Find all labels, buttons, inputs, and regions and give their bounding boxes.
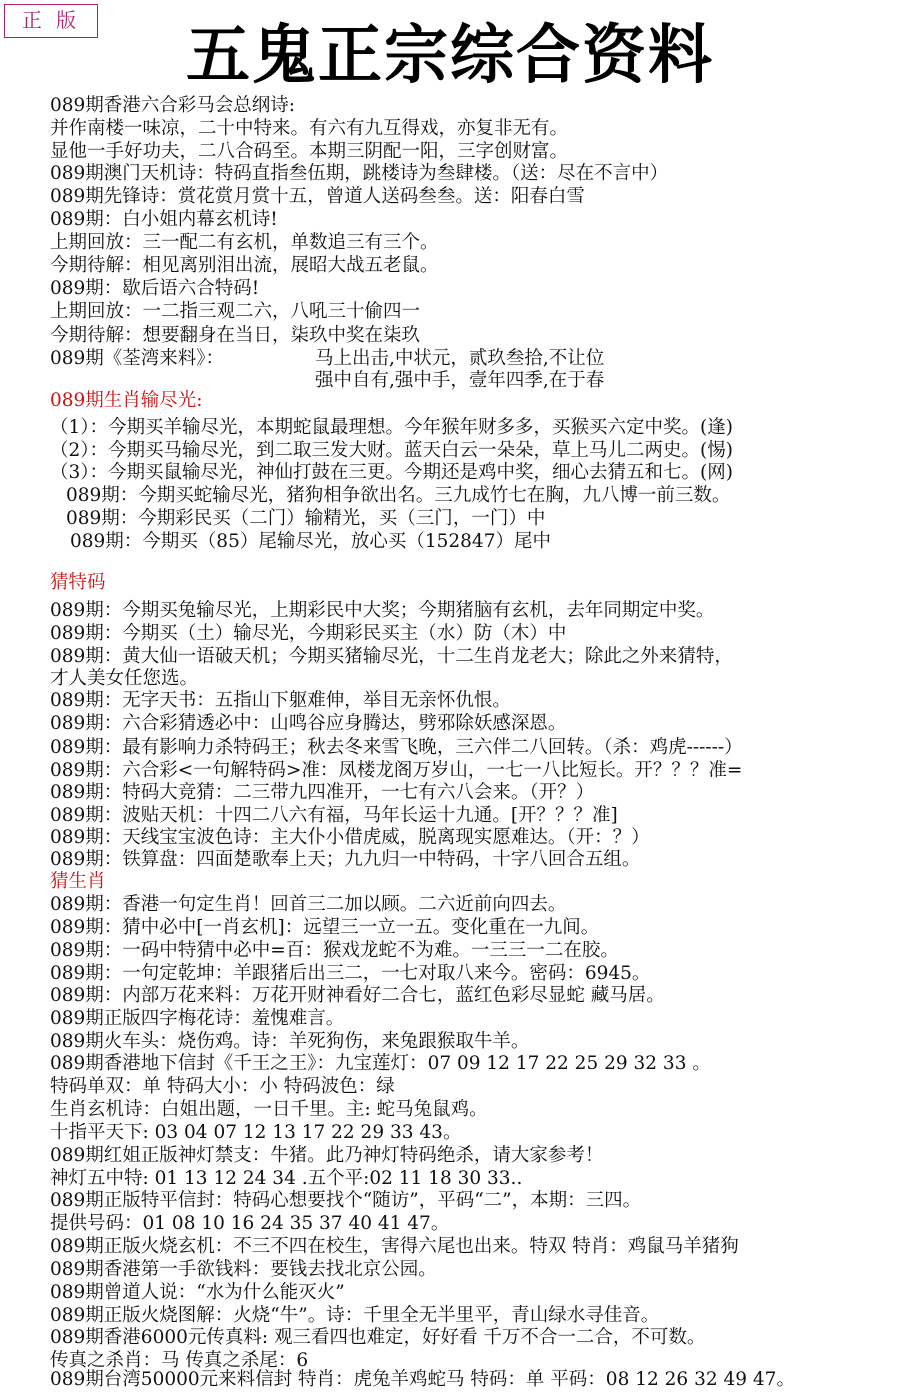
text-line: 生肖玄机诗：白姐出题，一日千里。主: 蛇马兔鼠鸡。	[50, 1099, 488, 1120]
text-line: 089期：最有影响力杀特码王；秋去冬来雪飞晚，三六伴二八回转。（杀：鸡虎------）	[50, 737, 743, 758]
text-line: 089期香港第一手欲钱料：要钱去找北京公园。	[50, 1259, 437, 1280]
text-line: 089期：猜中必中[一肖玄机]：远望三一立一五。变化重在一九间。	[50, 917, 600, 938]
text-line: 089期：今期买（土）输尽光，今期彩民买主（水）防（木）中	[50, 623, 567, 644]
text-line: 089期：内部万花来料：万花开财神看好二合七，蓝红色彩尽显蛇 藏马居。	[50, 985, 665, 1006]
text-line: 089期：六合彩<一句解特码>准：凤楼龙阁万岁山，一七一八比短长。开？？？准=	[50, 760, 743, 781]
page-title: 五鬼正宗综合资料	[186, 18, 714, 93]
text-line: （1）：今期买羊输尽光，本期蛇鼠最理想。今年猴年财多多，买猴买六定中奖。(逢)	[50, 417, 733, 438]
text-line: 089期：今期买蛇输尽光，猪狗相争欲出名。三九成竹七在胸，九八博一前三数。	[66, 485, 731, 506]
text-line: 提供号码：01 08 10 16 24 35 37 40 41 47。	[50, 1213, 450, 1234]
text-line: 089期台湾50000元来料信封 特肖：虎兔羊鸡蛇马 特码：单 平码：08 12 26 32 49 47。	[50, 1369, 795, 1390]
text-line: 089期：今期买兔输尽光，上期彩民中大奖；今期猪脑有玄机，去年同期定中奖。	[50, 600, 715, 621]
text-line: 今期待解：相见离别泪出流，展昭大战五老鼠。	[50, 255, 439, 276]
text-line: 089期：特码大竞猜：二三带九四准开，一七有六八会来。（开？）	[50, 782, 595, 803]
text-line: 上期回放：三一配二有玄机，单数追三有三个。	[50, 232, 439, 253]
text-line: 才人美女任您选。	[50, 668, 199, 689]
text-line: 089期正版四字梅花诗：羞愧难言。	[50, 1008, 345, 1029]
text-line: 089期香港6000元传真料: 观三看四也难定，好好看 千万不合一二合，不可数。	[50, 1327, 706, 1348]
section-heading: 089期生肖输尽光:	[50, 390, 203, 411]
text-line: 089期：黄大仙一语破天机；今期买猪输尽光，十二生肖龙老大；除此之外来猜特，	[50, 646, 733, 667]
text-line: 089期香港地下信封《千王之王》：九宝莲灯：07 09 12 17 22 25 29 32 33 。	[50, 1053, 711, 1074]
text-line: 并作南楼一味凉，二十中特来。有六有九互得戏，亦复非无有。	[50, 118, 569, 139]
text-line: 089期：白小姐内幕玄机诗!	[50, 209, 278, 230]
text-line: 089期火车头：烧伤鸡。诗：羊死狗伤，来兔跟猴取牛羊。	[50, 1031, 530, 1052]
text-line: 089期香港六合彩马会总纲诗:	[50, 95, 296, 116]
text-line: 上期回放：一二指三观二六，八吼三十偷四一	[50, 301, 421, 322]
text-line: （3）：今期买鼠输尽光，神仙打鼓在三更。今期还是鸡中奖，细心去猜五和七。(网)	[50, 462, 733, 483]
text-line: 神灯五中特: 01 13 12 24 34 .五个平:02 11 18 30 33..	[50, 1168, 523, 1189]
genuine-stamp: 正 版	[4, 4, 98, 38]
text-line: 089期正版火烧图解：火烧“牛”。诗：千里全无半里平，青山绿水寻佳音。	[50, 1305, 660, 1326]
text-line: 089期曾道人说：“水为什么能灭火”	[50, 1282, 345, 1303]
section-heading: 猜特码	[50, 572, 106, 593]
text-line: 089期：无字天书：五指山下躯难伸，举目无亲怀仇恨。	[50, 690, 511, 711]
text-line: 089期：铁算盘：四面楚歌奉上天；九九归一中特码，十字八回合五组。	[50, 849, 641, 870]
text-line: 089期：一句定乾坤：羊跟猪后出三二，一七对取八来今。密码：6945。	[50, 963, 651, 984]
text-line: 089期先锋诗：赏花赏月赏十五，曾道人送码叁叁。送：阳春白雪	[50, 186, 585, 207]
text-line: 强中自有,强中手，壹年四季,在于春	[315, 370, 605, 391]
text-line: （2）：今期买马输尽光，到二取三发大财。蓝天白云一朵朵，草上马儿二两史。(惕)	[50, 440, 733, 461]
text-line: 089期红姐正版神灯禁支：牛猪。此乃神灯特码绝杀，请大家参考！	[50, 1145, 604, 1166]
text-line: 089期：香港一句定生肖！回首三二加以顾。二六近前向四去。	[50, 894, 567, 915]
text-line: 089期：六合彩猜透必中：山鸣谷应身腾达，劈邪除妖感深恩。	[50, 713, 567, 734]
section-heading: 猜生肖	[50, 871, 106, 892]
text-line: 089期：今期买（85）尾输尽光，放心买（152847）尾中	[70, 531, 551, 552]
text-line: 089期：歇后语六合特码!	[50, 278, 260, 299]
text-line: 089期：今期彩民买（二门）输精光，买（三门，一门）中	[66, 508, 546, 529]
text-line: 今期待解：想要翻身在当日，柒玖中奖在柒玖	[50, 325, 421, 346]
text-line: 特码单双：单 特码大小：小 特码波色：绿	[50, 1076, 395, 1097]
text-line: 马上出击,中状元，贰玖叁拾,不让位	[315, 348, 605, 369]
text-line: 089期：一码中特猜中必中=百：猴戏龙蛇不为难。一三三一二在胶。	[50, 940, 619, 961]
text-line: 089期《荃湾来料》：	[50, 348, 225, 369]
text-line: 显他一手好功夫，二八合码至。本期三阴配一阳，三字创财富。	[50, 141, 569, 162]
text-line: 089期正版特平信封：特码心想要找个“随访”，平码“二”，本期：三四。	[50, 1190, 642, 1211]
text-line: 089期澳门天机诗：特码直指叁伍期，跳楼诗为叁肆楼。（送：尽在不言中）	[50, 163, 669, 184]
text-line: 089期：波贴天机：十四二八六有福，马年长运十九通。[开？？？准]	[50, 805, 618, 826]
text-line: 传真之杀肖：马 传真之杀尾：6	[50, 1350, 309, 1371]
text-line: 089期正版火烧玄机：不三不四在校生，害得六尾也出来。特双 特肖：鸡鼠马羊猪狗	[50, 1236, 739, 1257]
text-line: 十指平天下: 03 04 07 12 13 17 22 29 33 43。	[50, 1122, 462, 1143]
text-line: 089期：天线宝宝波色诗：主大仆小借虎威，脱离现实愿难达。（开：？）	[50, 827, 650, 848]
